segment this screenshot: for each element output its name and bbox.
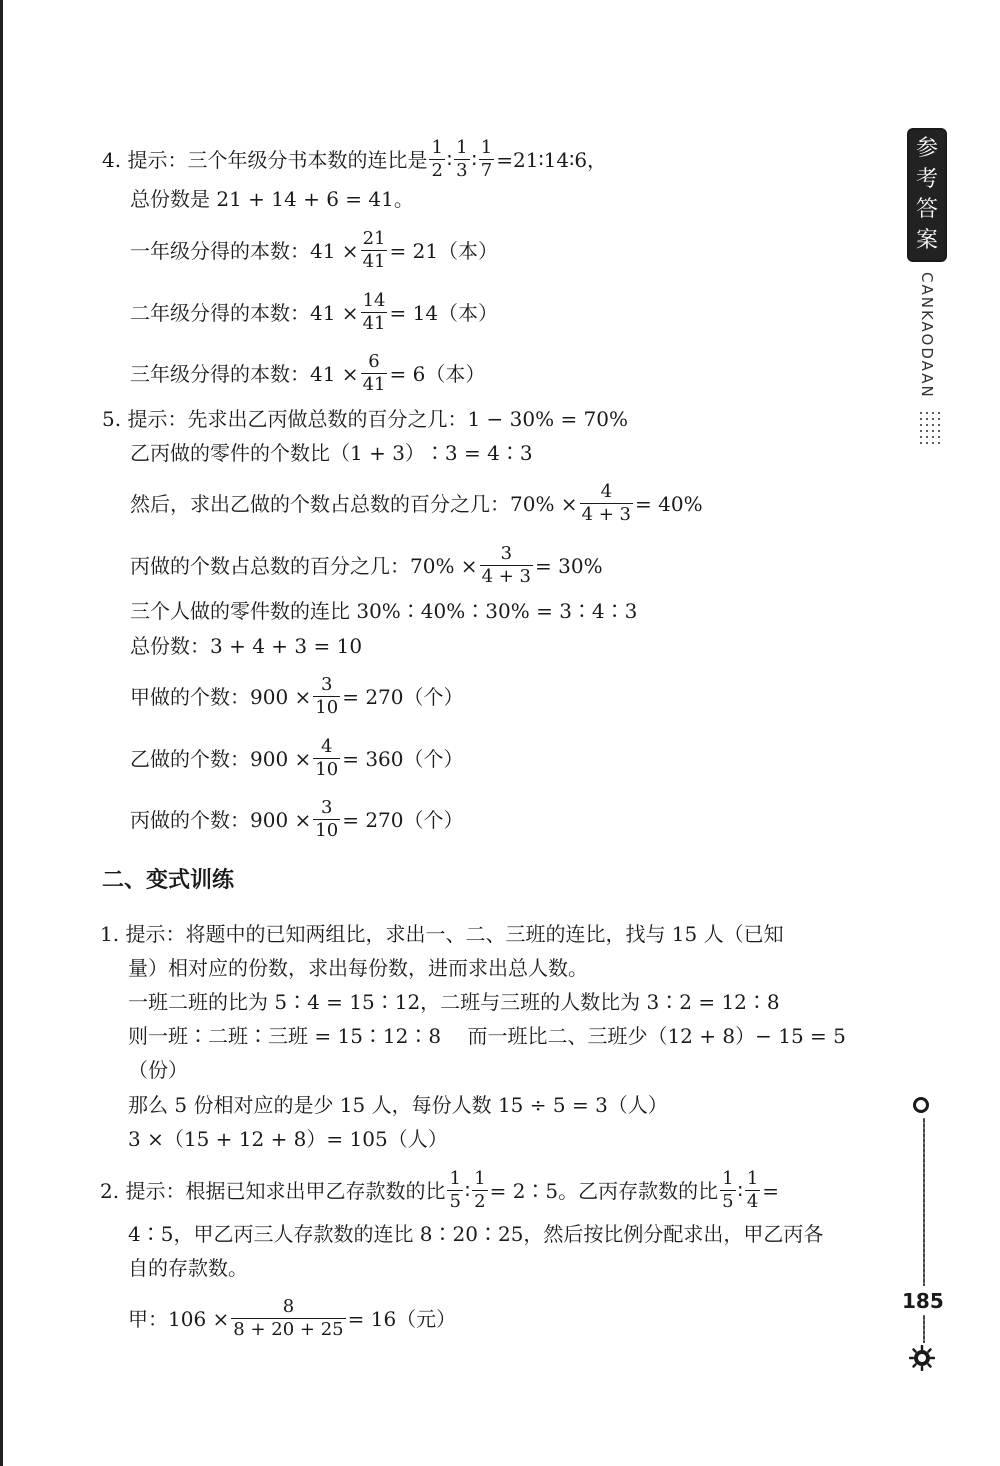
s2-p1-line-4: 则一班∶二班∶三班 = 15∶12∶8 而一班比二、三班少（12 + 8）− 15 = 5 bbox=[128, 1024, 846, 1048]
fraction: $\frac{8}{8 + 20 + 25}$ bbox=[233, 1296, 344, 1340]
fraction: $\frac{1}{7}$ bbox=[480, 137, 493, 181]
tab-char: 参 bbox=[915, 136, 938, 162]
q4-hint-text: 4. 提示：三个年级分书本数的连比是 bbox=[102, 147, 428, 172]
q4-grade2-line: 二年级分得的本数：41 × $\frac{14}{41}$ = 14（本） bbox=[130, 290, 499, 334]
q4-line-2: 总份数是 21 + 14 + 6 = 41。 bbox=[130, 187, 414, 211]
fraction: $\frac{3}{4 + 3}$ bbox=[481, 543, 532, 587]
tab-char: 案 bbox=[915, 227, 938, 253]
s2-p1-line-5: （份） bbox=[128, 1058, 188, 1082]
s2-p1-line-2: 量）相对应的份数，求出每份数，进而求出总人数。 bbox=[128, 956, 588, 980]
page-edge-rule bbox=[0, 0, 3, 1466]
dotted-rule bbox=[923, 1315, 925, 1343]
q4-grade3-line: 三年级分得的本数：41 × $\frac{6}{41}$ = 6（本） bbox=[130, 351, 486, 395]
fraction: $\frac{3}{10}$ bbox=[315, 797, 339, 841]
fraction: $\frac{4}{4 + 3}$ bbox=[581, 481, 632, 525]
fraction: $\frac{3}{10}$ bbox=[315, 674, 339, 718]
s2-p2-line-2: 4∶5，甲乙丙三人存款数的连比 8∶20∶25，然后按比例分配求出，甲乙丙各 bbox=[128, 1222, 824, 1246]
tab-pinyin: CANKAODAAN bbox=[918, 272, 936, 399]
fraction: $\frac{6}{41}$ bbox=[362, 351, 386, 395]
s2-p1-line-1: 1. 提示：将题中的已知两组比，求出一、二、三班的连比，找与 15 人（已知 bbox=[100, 922, 784, 946]
dotted-rule bbox=[923, 1118, 925, 1286]
fraction: $\frac{1}{3}$ bbox=[456, 137, 468, 181]
fraction: $\frac{1}{5}$ bbox=[722, 1168, 734, 1212]
s2-p2-line-1: 2. 提示：根据已知求出甲乙存款数的比 $\frac{1}{5}$ ∶ $\frac{1}{2}$ = 2∶5。乙丙存款数的比 $\frac{1}{5}$ ∶ $\frac{1}{4}$ = bbox=[100, 1168, 780, 1212]
q5-jia-line: 甲做的个数：900 × $\frac{3}{10}$ = 270（个） bbox=[130, 674, 464, 718]
fraction: $\frac{4}{10}$ bbox=[315, 736, 339, 780]
q5-line-1: 5. 提示：先求出乙丙做总数的百分之几：1 − 30% = 70% bbox=[102, 407, 629, 431]
fraction: $\frac{21}{41}$ bbox=[362, 228, 386, 272]
q5-line-5: 三个人做的零件数的连比 30%∶40%∶30% = 3∶4∶3 bbox=[130, 599, 638, 623]
s2-p2-line-3: 自的存款数。 bbox=[128, 1256, 248, 1280]
q5-line-6: 总份数：3 + 4 + 3 = 10 bbox=[130, 634, 363, 658]
s2-p2-line-4: 甲：106 × $\frac{8}{8 + 20 + 25}$ = 16（元） bbox=[128, 1296, 457, 1340]
s2-p1-line-3: 一班二班的比为 5∶4 = 15∶12，二班与三班的人数比为 3∶2 = 12∶8 bbox=[128, 990, 780, 1014]
q4-line-1: 4. 提示：三个年级分书本数的连比是 $\frac{1}{2}$ ∶ $\frac{1}{3}$ ∶ $\frac{1}{7}$ =21∶14∶6， bbox=[102, 137, 608, 181]
q4-grade1-line: 一年级分得的本数：41 × $\frac{21}{41}$ = 21（本） bbox=[130, 228, 499, 272]
tab-char: 考 bbox=[915, 166, 938, 192]
q5-bing-line: 丙做的个数：900 × $\frac{3}{10}$ = 270（个） bbox=[130, 797, 464, 841]
fraction: $\frac{1}{2}$ bbox=[474, 1168, 486, 1212]
page-number: 185 bbox=[902, 1289, 944, 1313]
fraction: $\frac{1}{4}$ bbox=[746, 1168, 759, 1212]
s2-p1-line-7: 3 ×（15 + 12 + 8）= 105（人） bbox=[128, 1127, 448, 1151]
fraction: $\frac{1}{5}$ bbox=[449, 1168, 461, 1212]
sun-gear-icon bbox=[909, 1345, 935, 1371]
q5-line-2: 乙丙做的零件的个数比（1 + 3）∶3 = 4∶3 bbox=[130, 441, 533, 465]
ring-icon bbox=[913, 1097, 929, 1113]
s2-p1-line-6: 那么 5 份相对应的是少 15 人，每份人数 15 ÷ 5 = 3（人） bbox=[128, 1093, 668, 1117]
answer-tab-label bbox=[907, 128, 947, 262]
tab-char: 答 bbox=[915, 197, 938, 223]
q5-line-4: 丙做的个数占总数的百分之几：70% × $\frac{3}{4 + 3}$ = 30% bbox=[130, 543, 603, 587]
q5-line-3: 然后，求出乙做的个数占总数的百分之几：70% × $\frac{4}{4 + 3}$ = 40% bbox=[130, 481, 703, 525]
fraction: $\frac{14}{41}$ bbox=[362, 290, 386, 334]
section-heading: 二、变式训练 bbox=[102, 868, 235, 893]
dot-grid-ornament bbox=[918, 410, 942, 448]
fraction: $\frac{1}{2}$ bbox=[431, 137, 443, 181]
q5-yi-line: 乙做的个数：900 × $\frac{4}{10}$ = 360（个） bbox=[130, 736, 464, 780]
